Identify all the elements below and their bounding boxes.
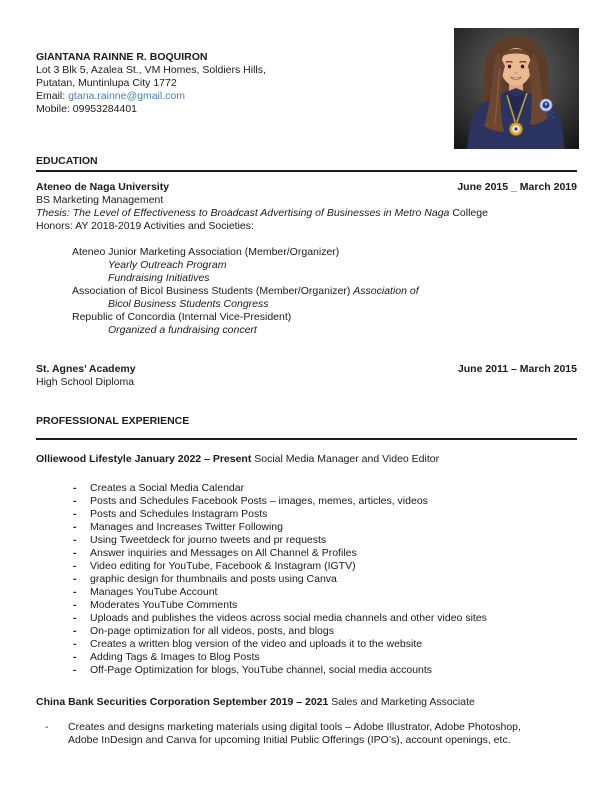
bullet-dash: -	[73, 625, 77, 637]
bullet-text: Moderates YouTube Comments	[90, 599, 238, 611]
job-bullet	[73, 625, 577, 638]
job-company-dates: China Bank Securities Corporation September 2019 – 2021	[36, 696, 329, 708]
nose	[515, 73, 518, 74]
activity-subitem: Yearly Outreach Program	[108, 259, 227, 271]
bullet-text: Creates a Social Media Calendar	[90, 482, 245, 494]
activity-subitem: Fundraising Initiatives	[108, 272, 210, 284]
activity-item	[72, 311, 577, 324]
email-link[interactable]: gtana.rainne@gmail.com	[68, 90, 185, 102]
job-bullet	[73, 560, 577, 573]
activity-text: Ateneo Junior Marketing Association (Member/Organizer)	[72, 246, 340, 258]
school-dates: June 2011 – March 2015	[457, 363, 577, 375]
bullet-dash: -	[73, 586, 77, 598]
bullet-text: Answer inquiries and Messages on All Channel & Profiles	[90, 547, 357, 559]
medallion-emblem	[514, 127, 517, 130]
activity-text: Association of Bicol Business Students (Member/Organizer)	[72, 285, 354, 297]
job-bullet	[73, 599, 577, 612]
bullet-dash: -	[73, 521, 77, 533]
job-bullet	[73, 482, 577, 495]
bullet-text: Posts and Schedules Facebook Posts – images, memes, articles, videos	[90, 495, 428, 507]
education-heading: EDUCATION	[36, 155, 577, 172]
activity-subitem: Organized a fundraising concert	[108, 324, 257, 336]
job-bullet	[45, 721, 553, 747]
degree-line: High School Diploma	[36, 376, 135, 388]
bullet-dash: -	[73, 547, 77, 559]
bullet-dash: -	[73, 664, 77, 676]
bullet-dash: -	[73, 534, 77, 546]
graduation-portrait-photo	[454, 28, 579, 149]
job-title-line	[36, 453, 577, 466]
education-entry-header	[36, 363, 577, 376]
job-bullet	[73, 508, 577, 521]
job-role: Sales and Marketing Associate	[328, 696, 475, 708]
thesis-line	[36, 207, 577, 220]
bullet-text: Manages and Increases Twitter Following	[90, 521, 283, 533]
eye-left	[508, 65, 511, 69]
education-entry-header	[36, 181, 577, 194]
bullet-dash: -	[73, 508, 77, 520]
activities-list	[72, 246, 577, 337]
activity-item	[72, 285, 577, 298]
bullet-dash: -	[73, 612, 77, 624]
address-line-1: Lot 3 Blk 5, Azalea St., VM Homes, Soldiers Hills,	[36, 64, 266, 76]
degree-line: BS Marketing Management	[36, 194, 164, 206]
bullet-text: Posts and Schedules Instagram Posts	[90, 508, 268, 520]
section-divider-rule	[36, 438, 577, 440]
job-company-dates: Olliewood Lifestyle January 2022 – Present	[36, 453, 252, 465]
contact-block	[36, 51, 446, 116]
bullet-text: Creates a written blog version of the video and uploads it to the website	[90, 638, 423, 650]
bullet-text: Video editing for YouTube, Facebook & Instagram (IGTV)	[90, 560, 356, 572]
bullet-dash: -	[45, 721, 49, 733]
job-bullet	[73, 586, 577, 599]
activity-item	[72, 246, 577, 259]
job-title-line	[36, 696, 577, 709]
job-bullet	[73, 612, 577, 625]
chest-pin-dot	[545, 103, 547, 105]
job-bullet-list	[73, 482, 577, 677]
job-bullet	[73, 534, 577, 547]
bullet-dash: -	[73, 495, 77, 507]
job-bullet	[73, 521, 577, 534]
bullet-text: Manages YouTube Account	[90, 586, 218, 598]
job-role: Social Media Manager and Video Editor	[251, 453, 440, 465]
email-line	[36, 90, 446, 103]
school-dates: June 2015 _ March 2019	[457, 181, 577, 193]
honors-line: Honors: AY 2018-2019 Activities and Societies:	[36, 220, 254, 232]
experience-section	[36, 415, 577, 747]
job-bullet	[73, 651, 577, 664]
education-section	[36, 155, 577, 389]
bullet-text: Creates and designs marketing materials using digital tools – Adobe Illustrator, Adobe Photoshop, Adobe InDesign and Canva for upcoming Initial Public Offerings (IPO’s), account openings, etc.	[68, 721, 521, 746]
school-name: St. Agnes’ Academy	[36, 363, 136, 375]
bullet-dash: -	[73, 482, 77, 494]
candidate-name: GIANTANA RAINNE R. BOQUIRON	[36, 51, 208, 63]
bullet-dash: -	[73, 560, 77, 572]
bullet-text: graphic design for thumbnails and posts using Canva	[90, 573, 337, 585]
job-bullet	[73, 638, 577, 651]
bullet-dash: -	[73, 651, 77, 663]
activity-text-italic: Association of	[353, 285, 419, 297]
experience-heading: PROFESSIONAL EXPERIENCE	[36, 415, 190, 427]
bullet-dash: -	[73, 599, 77, 611]
mobile-line: Mobile: 09953284401	[36, 103, 138, 115]
school-name: Ateneo de Naga University	[36, 181, 170, 193]
bullet-text: Using Tweetdeck for journo tweets and pr requests	[90, 534, 327, 546]
thesis-rest: College	[449, 207, 488, 219]
job-bullet	[73, 547, 577, 560]
activity-subitem: Bicol Business Students Congress	[108, 298, 269, 310]
email-label: Email:	[36, 90, 69, 102]
bullet-text: Uploads and publishes the videos across social media channels and other video sites	[90, 612, 487, 624]
bullet-text: On-page optimization for all videos, posts, and blogs	[90, 625, 334, 637]
job-bullet-list	[45, 721, 553, 747]
job-bullet	[73, 573, 577, 586]
job-bullet	[73, 495, 577, 508]
bullet-dash: -	[73, 573, 77, 585]
activity-text: Republic of Concordia (Internal Vice-President)	[72, 311, 292, 323]
bullet-dash: -	[73, 638, 77, 650]
bullet-text: Off-Page Optimization for blogs, YouTube channel, social media accounts	[90, 664, 433, 676]
thesis-italic: Thesis: The Level of Effectiveness to Broadcast Advertising of Businesses in Metro Naga	[36, 207, 450, 219]
address-line-2: Putatan, Muntinlupa City 1772	[36, 77, 177, 89]
job-bullet	[73, 664, 577, 677]
bullet-text: Adding Tags & Images to Blog Posts	[90, 651, 260, 663]
eye-right	[521, 65, 524, 69]
